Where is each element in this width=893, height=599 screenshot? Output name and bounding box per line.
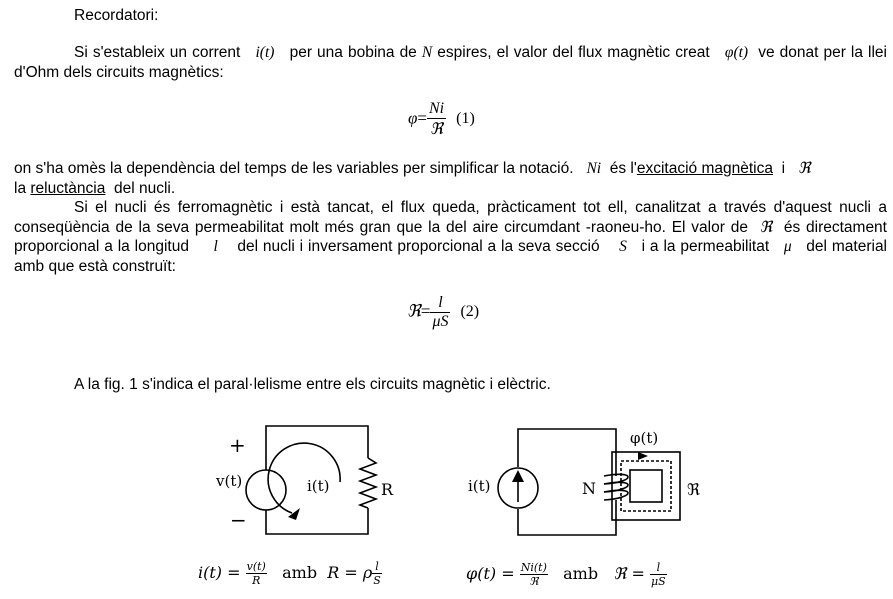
magnetic-caption: φ(t) = Ni(t) ℜ amb ℜ = $\frac{l}{\mu S}$ [466, 561, 666, 588]
source-label: v(t) [216, 472, 243, 490]
electric-caption: i(t) = $\frac{v(t)}{R}$ amb R = ρ $\frac{l}{S}$ [198, 560, 381, 587]
magnetic-source-label: i(t) [468, 477, 491, 495]
plus-sign: + [229, 433, 246, 457]
paragraph-2: on s'ha omès la dependència del temps de les variables per simplificar la notació. Ni és l'excitació magnètica i ℜ la reluctància del nucli. [14, 160, 811, 197]
turns-label: N [582, 479, 596, 498]
minus-sign: − [230, 508, 247, 532]
reluctance-label: ℜ [687, 480, 701, 499]
current-label: i(t) [307, 477, 330, 495]
paragraph-4: A la fig. 1 s'indica el paral·lelisme entre els circuits magnètic i elèctric. [74, 376, 551, 393]
resistor-label: R [381, 480, 394, 499]
heading: Recordatori: [74, 7, 159, 24]
flux-label: φ(t) [630, 429, 659, 447]
equation-2: ℜ= $\frac{l}{\mu S}$ (2) [407, 294, 480, 330]
equation-1: φ= $\frac{Ni}{\text{ℜ}}$ (1) [408, 100, 475, 138]
paragraph-1: Si s'estableix un corrent i(t) per una bobina de N espires, el valor del flux magnètic creat φ(t) ve donat per la llei d'Ohm dels circuits magnètics: [14, 44, 887, 81]
paragraph-3: Si el nucli és ferromagnètic i està tancat, el flux queda, pràcticament tot ell, canalitzat a través d'aquest nucli a conseqüència de la seva permeabilitat molt més gran que la del aire circumdant -raoneu-ho. El valor de ℜ és directament proporcional a la longitud l del nucli i inversament proporcional a la seva secció S i a la permeabilitat μ del material amb que està construït: [14, 199, 888, 275]
